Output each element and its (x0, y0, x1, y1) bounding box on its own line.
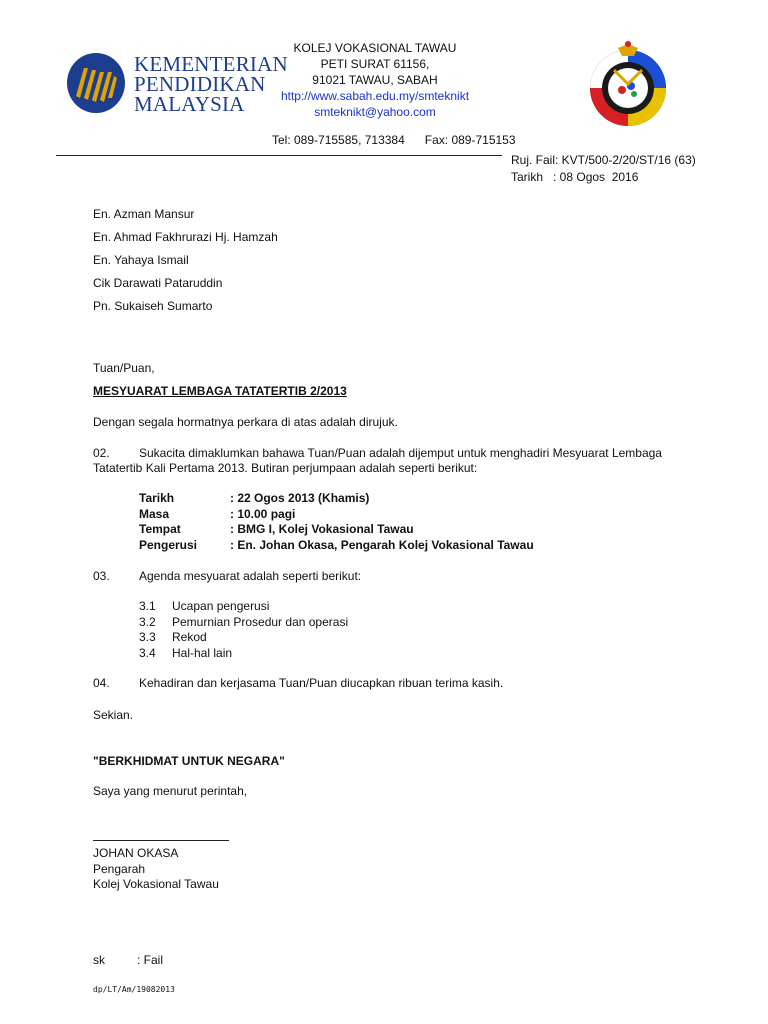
letter-title: MESYUARAT LEMBAGA TATATERTIB 2/2013 (93, 384, 347, 398)
paragraph-number: 04. (93, 676, 110, 690)
signature-line (93, 840, 229, 841)
detail-label: Masa (139, 506, 170, 521)
ministry-logo (66, 52, 288, 116)
header-rule (56, 155, 502, 156)
paragraph-number: 02. (93, 446, 110, 460)
agenda-text: Pemurnian Prosedur dan operasi (172, 614, 349, 629)
agenda-text: Rekod (172, 630, 207, 644)
signer-org: Kolej Vokasional Tawau (93, 877, 219, 891)
agenda-text: Hal-hal lain (172, 645, 233, 660)
closing: Sekian. (93, 708, 134, 722)
cc-line (93, 953, 163, 967)
motto: "BERKHIDMAT UNTUK NEGARA" (93, 754, 285, 768)
letter-date: Tarikh : 08 Ogos 2016 (511, 170, 639, 184)
reference-block (511, 152, 696, 186)
org-name: KOLEJ VOKASIONAL TAWAU (293, 41, 457, 55)
paragraph-text: Kehadiran dan kerjasama Tuan/Puan diucapkan ribuan terima kasih. (139, 676, 504, 690)
cc-value: : Fail (137, 953, 164, 967)
website-link[interactable]: http://www.sabah.edu.my/smteknikt (280, 89, 470, 103)
recipient: Pn. Sukaiseh Sumarto (93, 299, 213, 313)
agenda-text: Ucapan pengerusi (172, 599, 270, 613)
meeting-details (139, 491, 534, 553)
postcode-city: 91021 TAWAU, SABAH (312, 73, 438, 87)
paragraph-04 (93, 676, 703, 691)
detail-value: : En. Johan Okasa, Pengarah Kolej Vokasional Tawau (230, 537, 534, 552)
detail-label: Pengerusi (139, 537, 198, 552)
detail-label: Tarikh (139, 491, 175, 505)
recipient: Cik Darawati Pataruddin (93, 276, 223, 290)
ministry-emblem-icon (66, 52, 130, 116)
letterhead-address (250, 40, 500, 120)
recipient: En. Ahmad Fakhrurazi Hj. Hamzah (93, 230, 278, 244)
recipient: En. Yahaya Ismail (93, 253, 189, 267)
signer-block (93, 846, 219, 893)
paragraph-03 (93, 569, 703, 584)
agenda-item (139, 615, 348, 631)
detail-row (139, 507, 534, 523)
college-logo (578, 40, 678, 131)
detail-value: : 10.00 pagi (230, 506, 296, 521)
ministry-name-line-2: PENDIDIKAN (134, 72, 266, 96)
detail-value: : BMG I, Kolej Vokasional Tawau (230, 522, 414, 536)
po-box: PETI SURAT 61156, (320, 57, 430, 71)
signer-position: Pengarah (93, 861, 146, 876)
agenda-number: 3.4 (139, 645, 156, 660)
by-order-line: Saya yang menurut perintah, (93, 784, 248, 798)
agenda-number: 3.1 (139, 599, 156, 613)
agenda-item (139, 599, 348, 615)
agenda-list (139, 599, 348, 661)
tel-number: Tel: 089-715585, 713384 (272, 133, 405, 147)
agenda-item (139, 630, 348, 646)
recipient: En. Azman Mansur (93, 207, 195, 221)
college-emblem-icon (578, 40, 678, 128)
document-code: dp/LT/Am/19082013 (93, 985, 175, 994)
paragraph-number: 03. (93, 569, 110, 583)
detail-label: Tempat (139, 522, 181, 536)
signer-name: JOHAN OKASA (93, 846, 179, 860)
email-link[interactable]: smteknikt@yahoo.com (314, 105, 436, 119)
fax-number: Fax: 089-715153 (424, 133, 516, 147)
salutation: Tuan/Puan, (93, 361, 155, 375)
paragraph-text: Sukacita dimaklumkan bahawa Tuan/Puan adalah dijemput untuk menghadiri Mesyuarat Lembaga Tatatertib Kali Pertama 2013. Butiran perjumpaan adalah seperti berikut: (93, 446, 662, 475)
file-reference: Ruj. Fail: KVT/500-2/20/ST/16 (63) (511, 153, 696, 167)
cc-label: sk (93, 953, 105, 967)
detail-row (139, 522, 534, 538)
ministry-name-line-3: MALAYSIA (134, 92, 245, 116)
contact-line (272, 133, 516, 147)
detail-row (139, 491, 534, 507)
detail-row (139, 538, 534, 554)
paragraph-02 (93, 446, 703, 476)
recipient-list (93, 207, 278, 322)
paragraph-text: Agenda mesyuarat adalah seperti berikut: (139, 569, 362, 583)
ministry-name-line-1: KEMENTERIAN (134, 52, 288, 76)
intro-paragraph: Dengan segala hormatnya perkara di atas adalah dirujuk. (93, 415, 398, 429)
detail-value: : 22 Ogos 2013 (Khamis) (230, 491, 370, 505)
agenda-number: 3.3 (139, 630, 156, 644)
agenda-item (139, 646, 348, 662)
agenda-number: 3.2 (139, 614, 156, 629)
